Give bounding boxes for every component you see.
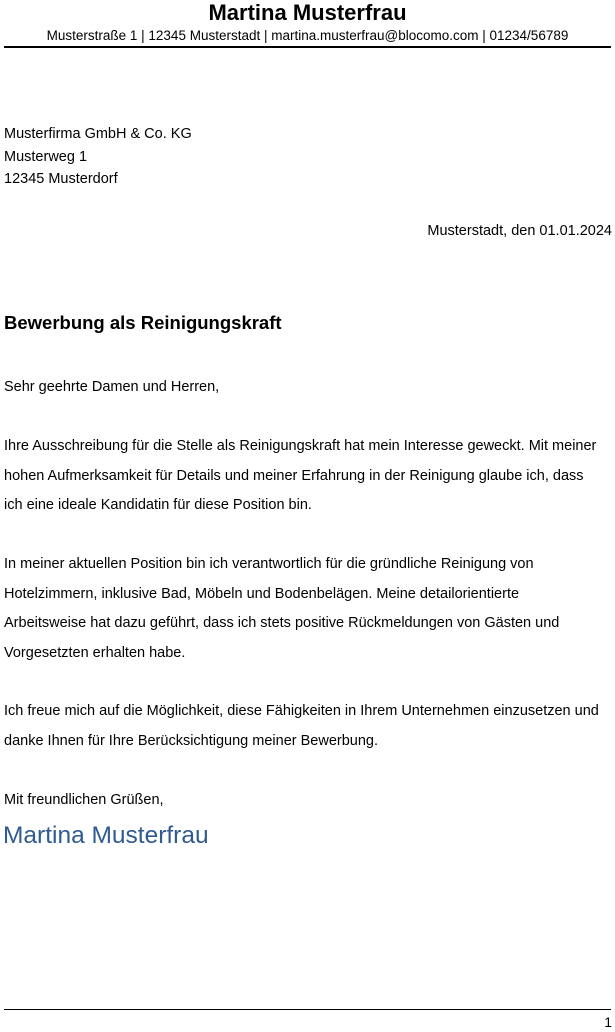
body-paragraph-3 — [4, 697, 611, 756]
signature: Martina Musterfrau — [3, 822, 209, 849]
footer-divider — [4, 1009, 611, 1010]
header-divider — [4, 46, 611, 48]
paragraph-line: Arbeitsweise hat dazu geführt, dass ich stets positive Rückmeldungen von Gästen und — [4, 615, 560, 632]
paragraph-line: Ich freue mich auf die Möglichkeit, diese Fähigkeiten in Ihrem Unternehmen einzusetzen und — [4, 703, 599, 719]
paragraph-line: danke Ihnen für Ihre Berücksichtigung meiner Bewerbung. — [4, 732, 378, 749]
sender-name: Martina Musterfrau — [208, 0, 407, 25]
sender-contact-line: Musterstraße 1 | 12345 Musterstadt | martina.musterfrau@blocomo.com | 01234/56789 — [46, 28, 569, 43]
body-paragraph-1 — [4, 432, 611, 521]
subject-line: Bewerbung als Reinigungskraft — [4, 312, 282, 333]
page-number: 1 — [604, 1014, 612, 1030]
paragraph-line: ich eine ideale Kandidatin für diese Position bin. — [4, 497, 312, 514]
paragraph-line: hohen Aufmerksamkeit für Details und meiner Erfahrung in der Reinigung glaube ich, dass — [4, 467, 584, 484]
paragraph-line: Ihre Ausschreibung für die Stelle als Reinigungskraft hat mein Interesse geweckt. Mit meiner — [4, 438, 597, 454]
place-and-date: Musterstadt, den 01.01.2024 — [427, 223, 612, 239]
recipient-company: Musterfirma GmbH & Co. KG — [4, 126, 192, 142]
paragraph-line: Hotelzimmern, inklusive Bad, Möbeln und Bodenbelägen. Meine detailorientierte — [4, 585, 520, 602]
salutation: Sehr geehrte Damen und Herren, — [4, 379, 220, 395]
paragraph-line: In meiner aktuellen Position bin ich verantwortlich für die gründliche Reinigung von — [4, 556, 534, 572]
recipient-city: 12345 Musterdorf — [4, 171, 118, 187]
paragraph-line: Vorgesetzten erhalten habe. — [4, 644, 186, 661]
body-paragraph-2 — [4, 550, 611, 668]
recipient-street: Musterweg 1 — [4, 148, 88, 165]
recipient-address — [4, 123, 192, 191]
closing-phrase: Mit freundlichen Grüßen, — [4, 792, 164, 808]
